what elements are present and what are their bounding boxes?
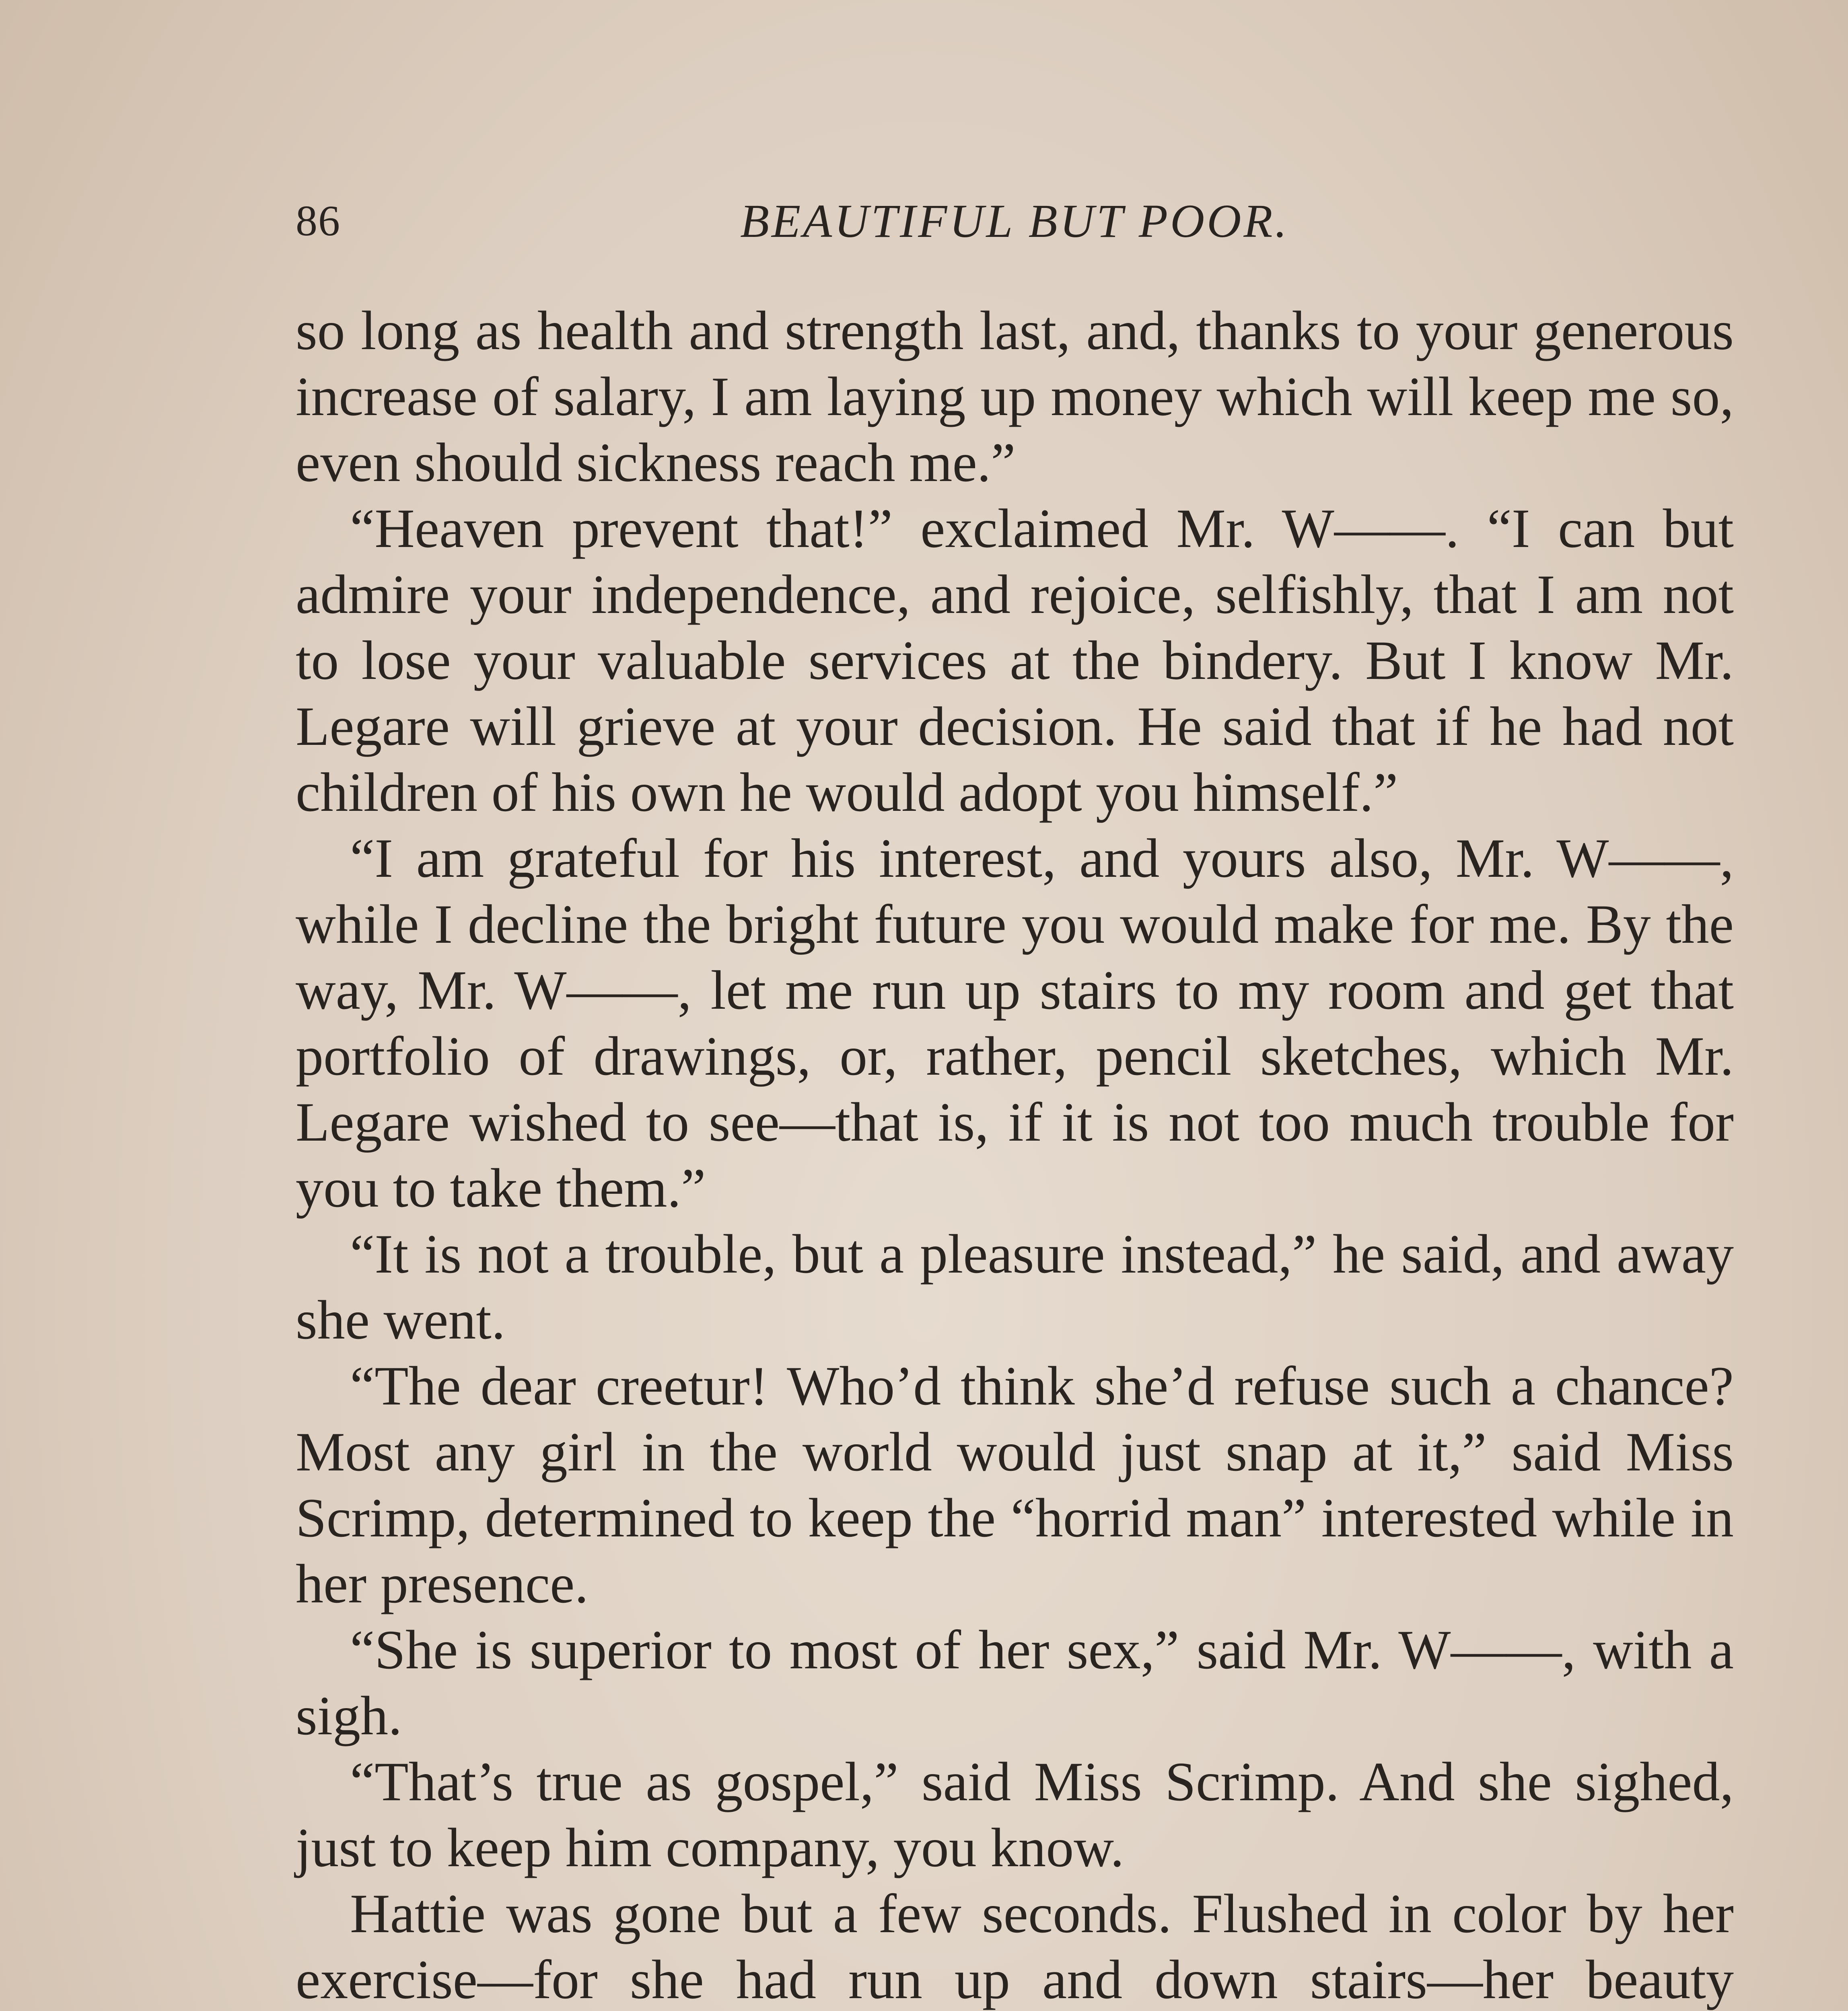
paragraph: so long as health and strength last, and, thanks to your generous increase of salary, I am laying up money which will keep me so, even should sickness reach me.” <box>296 300 1734 493</box>
paragraph: “I am grateful for his interest, and yours also, Mr. W——, while I decline the bright future you would make for me. By the way, Mr. W——, let me run up stairs to my room and get that portfolio of drawings, or, rather, pencil sketches, which Mr. Legare wished to see—that is, if it is not too much trouble for you to take them.” <box>296 827 1734 1219</box>
paragraph: “She is superior to most of her sex,” said Mr. W——, with a sigh. <box>296 1619 1734 1746</box>
page-number: 86 <box>296 197 341 245</box>
paragraph: “It is not a trouble, but a pleasure instead,” he said, and away she went. <box>296 1223 1734 1351</box>
paragraph: Hattie was gone but a few seconds. Flushed in color by her exercise—for she had run up and down stairs—her beauty <box>296 1883 1734 2010</box>
paragraph: “The dear creetur! Who’d think she’d refuse such a chance? Most any girl in the world would just snap at it,” said Miss Scrimp, determined to keep the “horrid man” interested while in her presence. <box>296 1355 1734 1614</box>
paragraph: “Heaven prevent that!” exclaimed Mr. W——. “I can but admire your independence, and rejoice, selfishly, that I am not to lose your valuable services at the bindery. But I know Mr. Legare will grieve at your decision. He said that if he had not children of his own he would adopt you himself.” <box>296 498 1734 823</box>
body-text <box>296 298 1734 2011</box>
paragraph: “That’s true as gospel,” said Miss Scrimp. And she sighed, just to keep him company, you know. <box>296 1751 1734 1878</box>
running-title: BEAUTIFUL BUT POOR. <box>740 195 1290 247</box>
page-header <box>296 189 1734 253</box>
